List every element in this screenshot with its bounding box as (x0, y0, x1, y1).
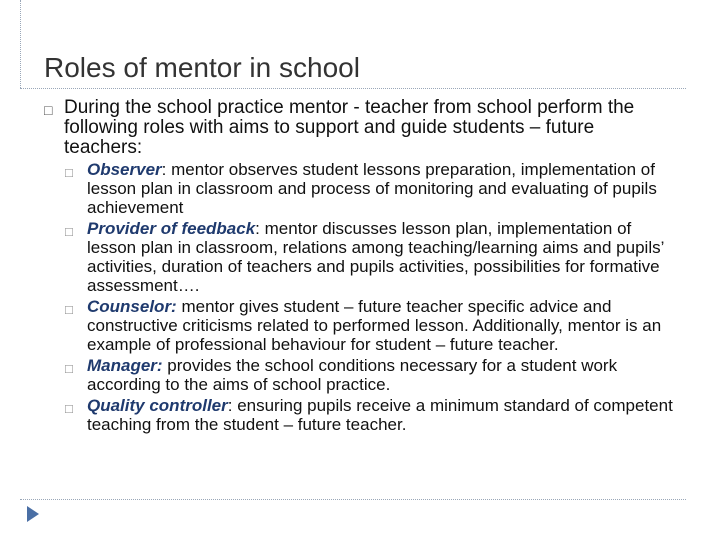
vertical-dotted-guide (20, 0, 21, 88)
square-bullet-icon: □ (65, 361, 73, 376)
role-quality-controller (44, 396, 674, 434)
bottom-divider (20, 499, 686, 500)
role-description: : mentor observes student lessons preparation, implementation of lesson plan in classroom and process of monitoring and evaluating of pupils achievement (87, 160, 657, 217)
square-bullet-icon: □ (65, 302, 73, 317)
role-observer (44, 160, 674, 217)
slide-title: Roles of mentor in school (44, 52, 360, 83)
square-bullet-icon: □ (65, 401, 73, 416)
role-term: Observer (87, 160, 162, 179)
role-description: : ensuring pupils receive a minimum standard of competent teaching from the student – future teacher. (87, 396, 673, 434)
triangle-arrow-icon (26, 505, 40, 523)
role-description: : mentor discusses lesson plan, implementation of lesson plan in classroom, relations among teaching/learning aims and pupils’ activities, duration of teachers and pupils activities, possibilities for formative assessment…. (87, 219, 664, 295)
role-term: Manager: (87, 356, 163, 375)
slide-body (44, 98, 674, 434)
square-bullet-icon: □ (44, 102, 53, 118)
square-bullet-icon: □ (65, 224, 73, 239)
intro-paragraph (44, 98, 674, 158)
role-term: Provider of feedback (87, 219, 256, 238)
role-counselor (44, 297, 674, 354)
role-manager (44, 356, 674, 394)
role-provider-of-feedback (44, 219, 674, 295)
role-term: Counselor: (87, 297, 177, 316)
square-bullet-icon: □ (65, 165, 73, 180)
role-term: Quality controller (87, 396, 228, 415)
role-description: provides the school conditions necessary for a student work according to the aims of school practice. (87, 356, 618, 394)
intro-text: During the school practice mentor - teacher from school perform the following roles with aims to support and guide students – future teachers: (64, 97, 635, 158)
role-description: mentor gives student – future teacher specific advice and constructive criticisms related to performed lesson. Additionally, mentor is an example of professional behaviour for student – future teacher. (87, 297, 662, 354)
title-divider (20, 88, 686, 89)
